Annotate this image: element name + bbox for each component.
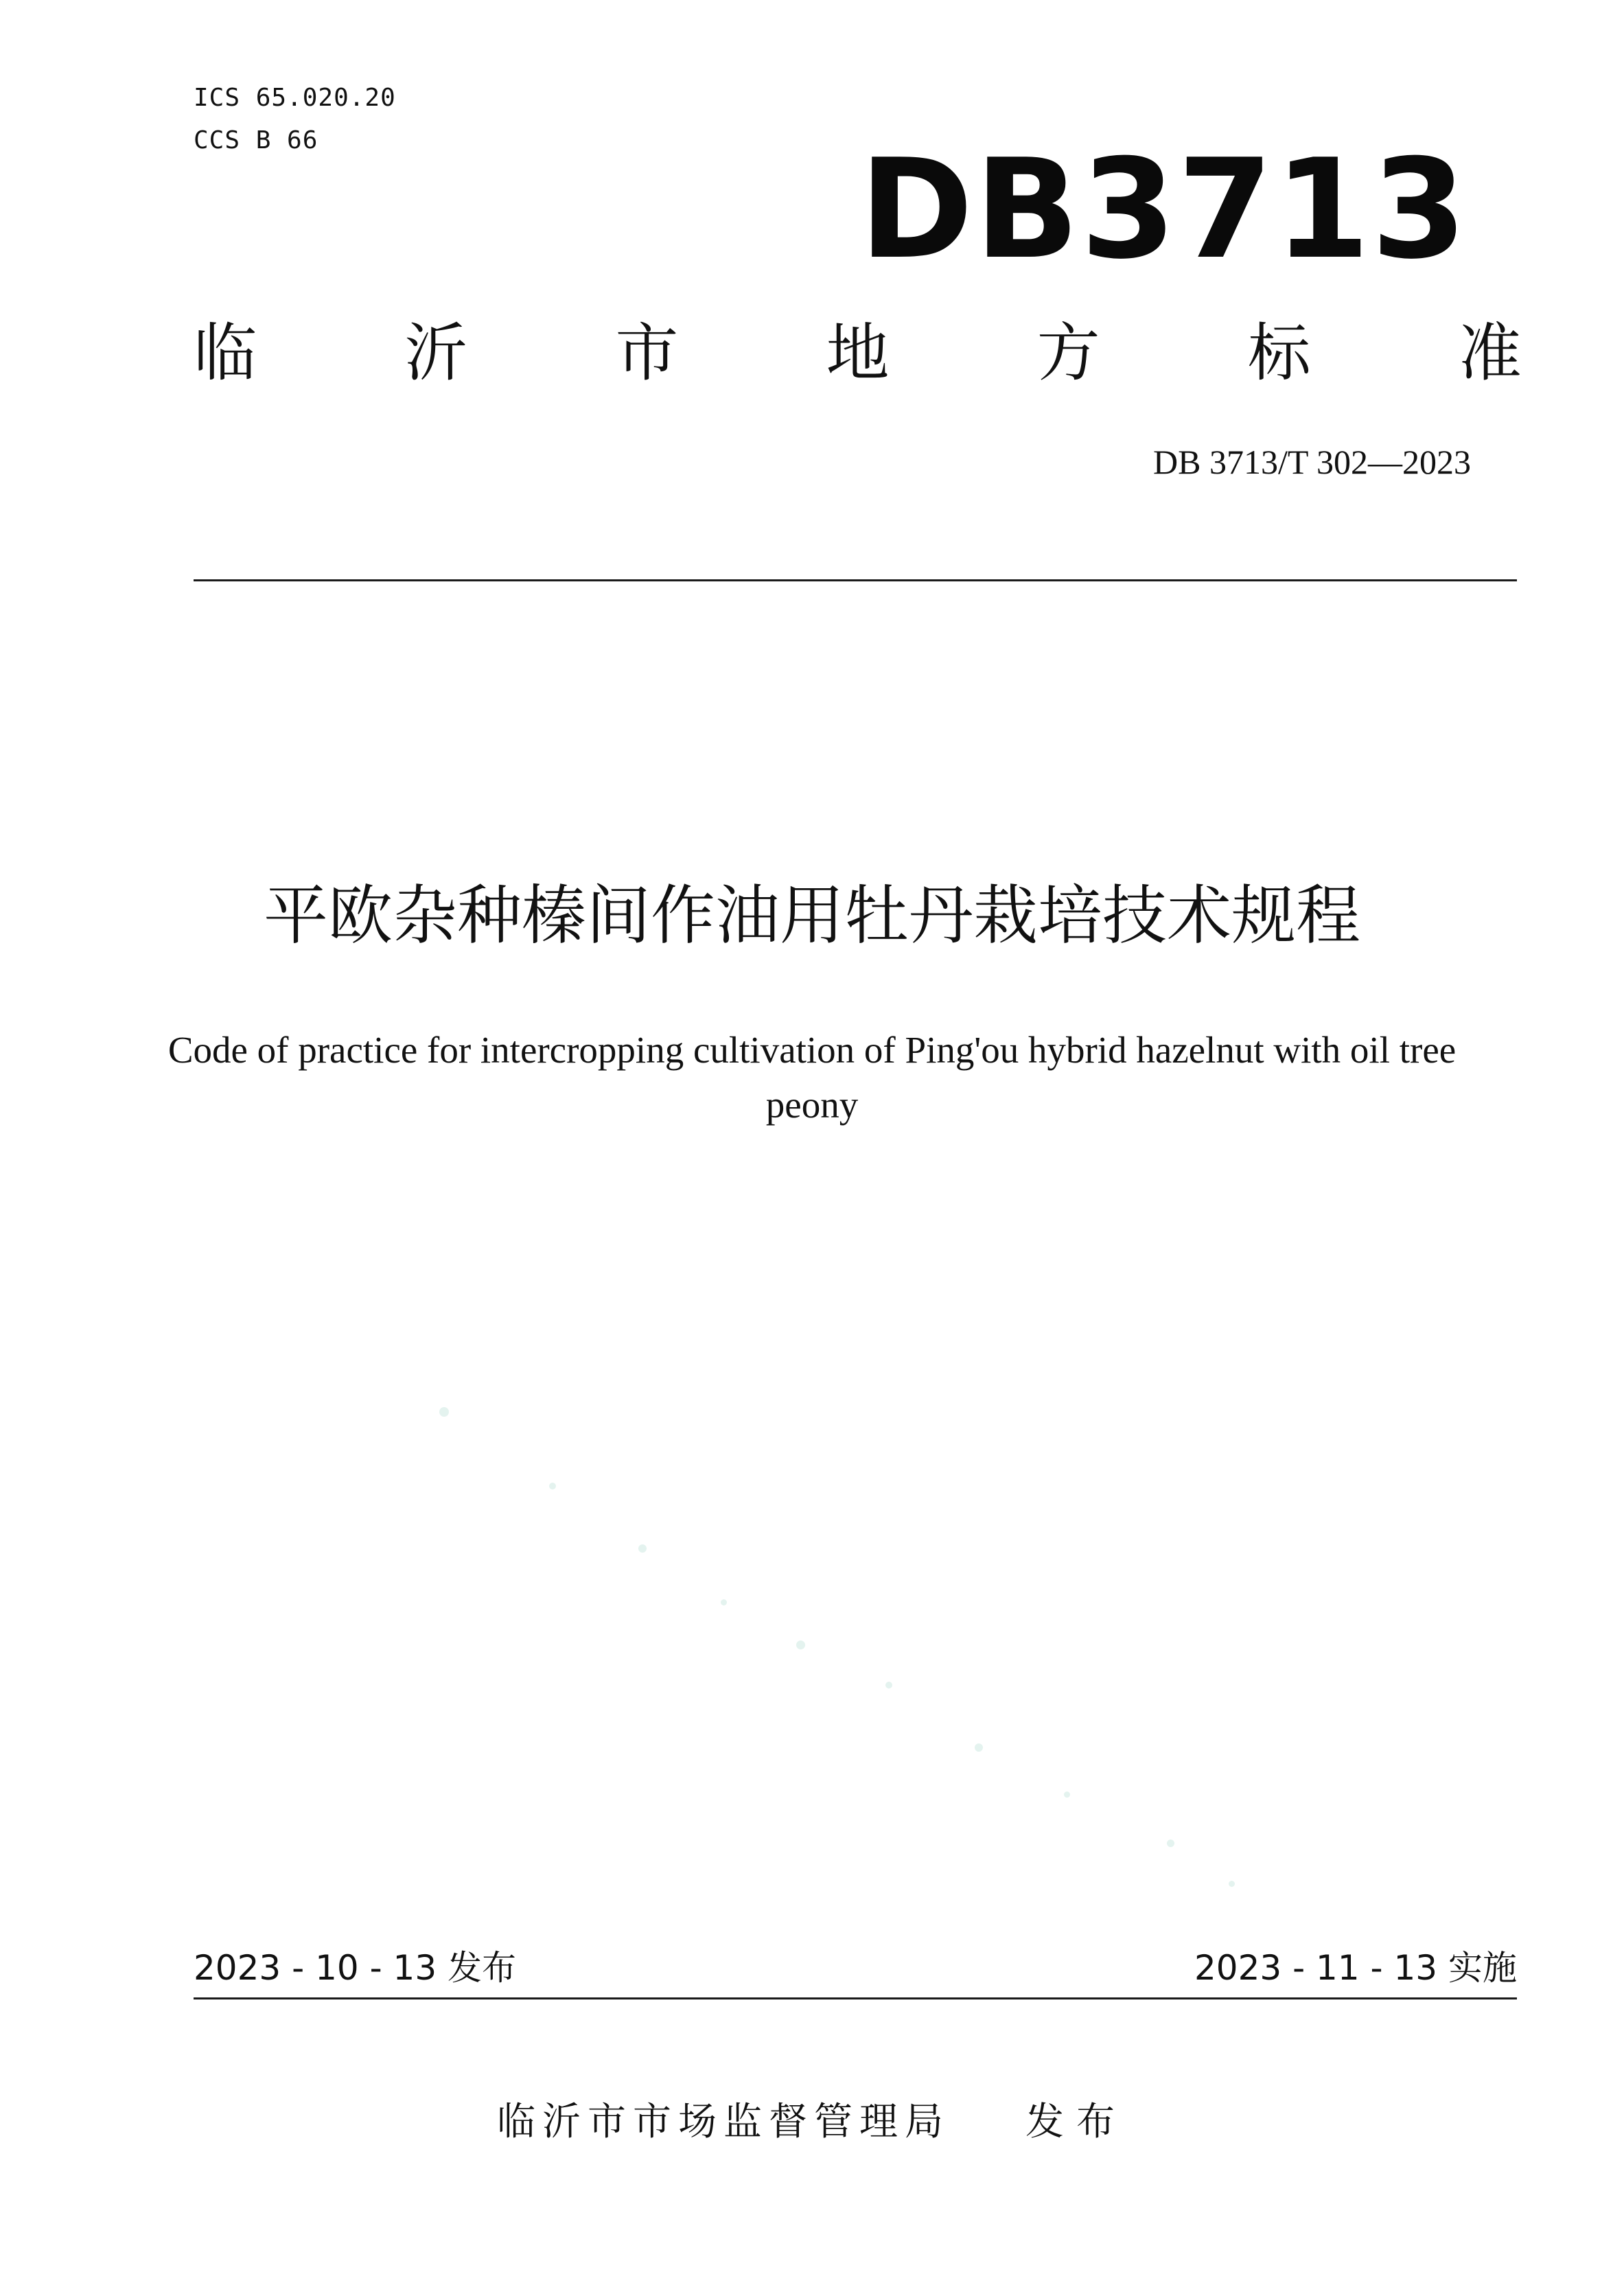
issue-date: 2023 - 10 - 13 发布 <box>194 1948 517 1988</box>
ics-code: ICS 65.020.20 <box>194 84 396 112</box>
publish-label: 发布 <box>1025 2100 1127 2144</box>
banner-char: 市 <box>615 316 679 390</box>
implementation-date: 2023 - 11 - 13 实施 <box>1194 1948 1517 1988</box>
footer-divider <box>194 1997 1517 1999</box>
banner-char: 方 <box>1036 316 1100 390</box>
english-title: Code of practice for intercropping cultivation of Ping'ou hybrid hazelnut with oil tree peony <box>167 1029 1457 1126</box>
banner-char: 标 <box>1247 316 1311 390</box>
banner-char: 准 <box>1458 316 1522 390</box>
standard-logo: DB3713 <box>859 130 1468 290</box>
publisher-line <box>0 2095 1624 2150</box>
banner-char: 临 <box>194 316 257 390</box>
header-divider <box>194 579 1517 581</box>
banner-char: 地 <box>826 316 890 390</box>
publisher-name: 临沂市市场监督管理局 <box>497 2100 950 2144</box>
chinese-title: 平欧杂种榛间作油用牡丹栽培技术规程 <box>263 879 1360 953</box>
standard-type-banner <box>194 316 1522 391</box>
standard-number: DB 3713/T 302—2023 <box>1153 443 1471 481</box>
banner-char: 沂 <box>404 316 468 390</box>
ccs-code: CCS B 66 <box>194 126 318 154</box>
